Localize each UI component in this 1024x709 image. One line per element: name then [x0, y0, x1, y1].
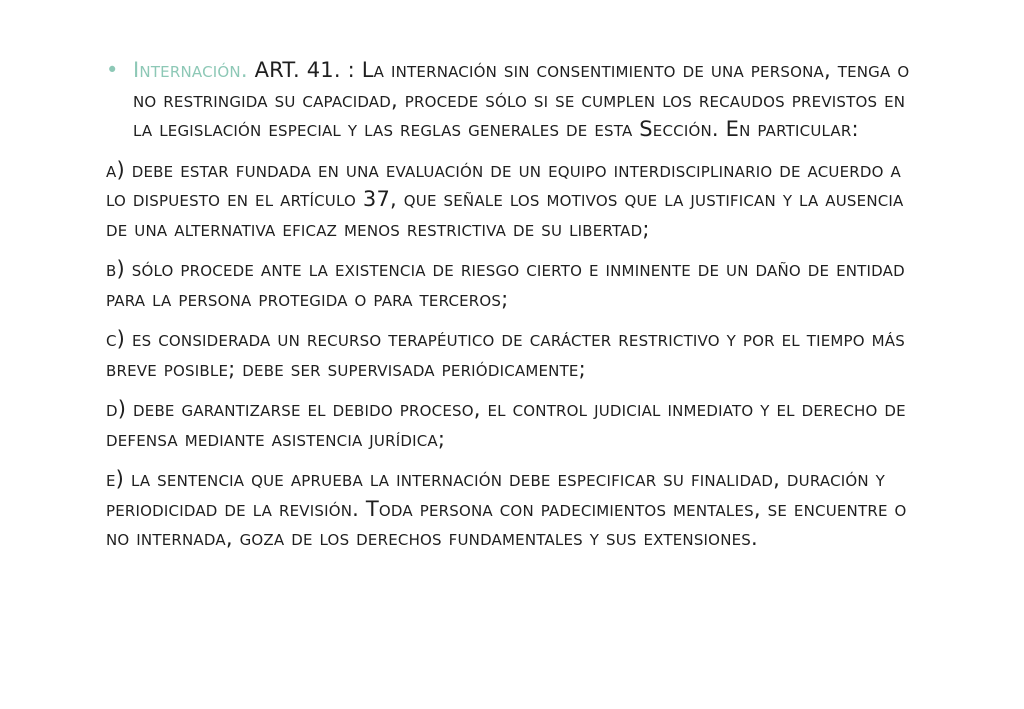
section-heading: Internación.: [133, 58, 248, 82]
list-item-d: d) debe garantizarse el debido proceso, el control judicial inmediato y el derecho de defensa mediante asistencia jurídica;: [106, 397, 906, 451]
slide-content: [106, 56, 926, 565]
article-intro-text: La internación sin consentimiento de una persona, tenga o no restringida su capacidad, procede sólo si se cumplen los recaudos previstos en la legislación especial y las reglas generales de esta Sección. En particular:: [133, 58, 910, 141]
list-item-b: b) sólo procede ante la existencia de riesgo cierto e inminente de un daño de entidad para la persona protegida o para terceros;: [106, 257, 905, 311]
article-intro: [106, 56, 926, 145]
list-item-a: a) debe estar fundada en una evaluación de un equipo interdisciplinario de acuerdo a lo dispuesto en el artículo 37, que señale los motivos que la justifican y la ausencia de una alternativa eficaz menos restrictiva de su libertad;: [106, 157, 904, 241]
list-item-c: c) es considerada un recurso terapéutico de carácter restrictivo y por el tiempo más breve posible; debe ser supervisada periódicamente;: [106, 327, 905, 381]
article-number: ART. 41. :: [254, 58, 355, 82]
list-item-e: e) la sentencia que aprueba la internación debe especificar su finalidad, duración y periodicidad de la revisión. Toda persona con padecimientos mentales, se encuentre o no internada, goza de los derechos fundamentales y sus extensiones.: [106, 467, 907, 550]
bullet-icon: •: [106, 58, 119, 82]
